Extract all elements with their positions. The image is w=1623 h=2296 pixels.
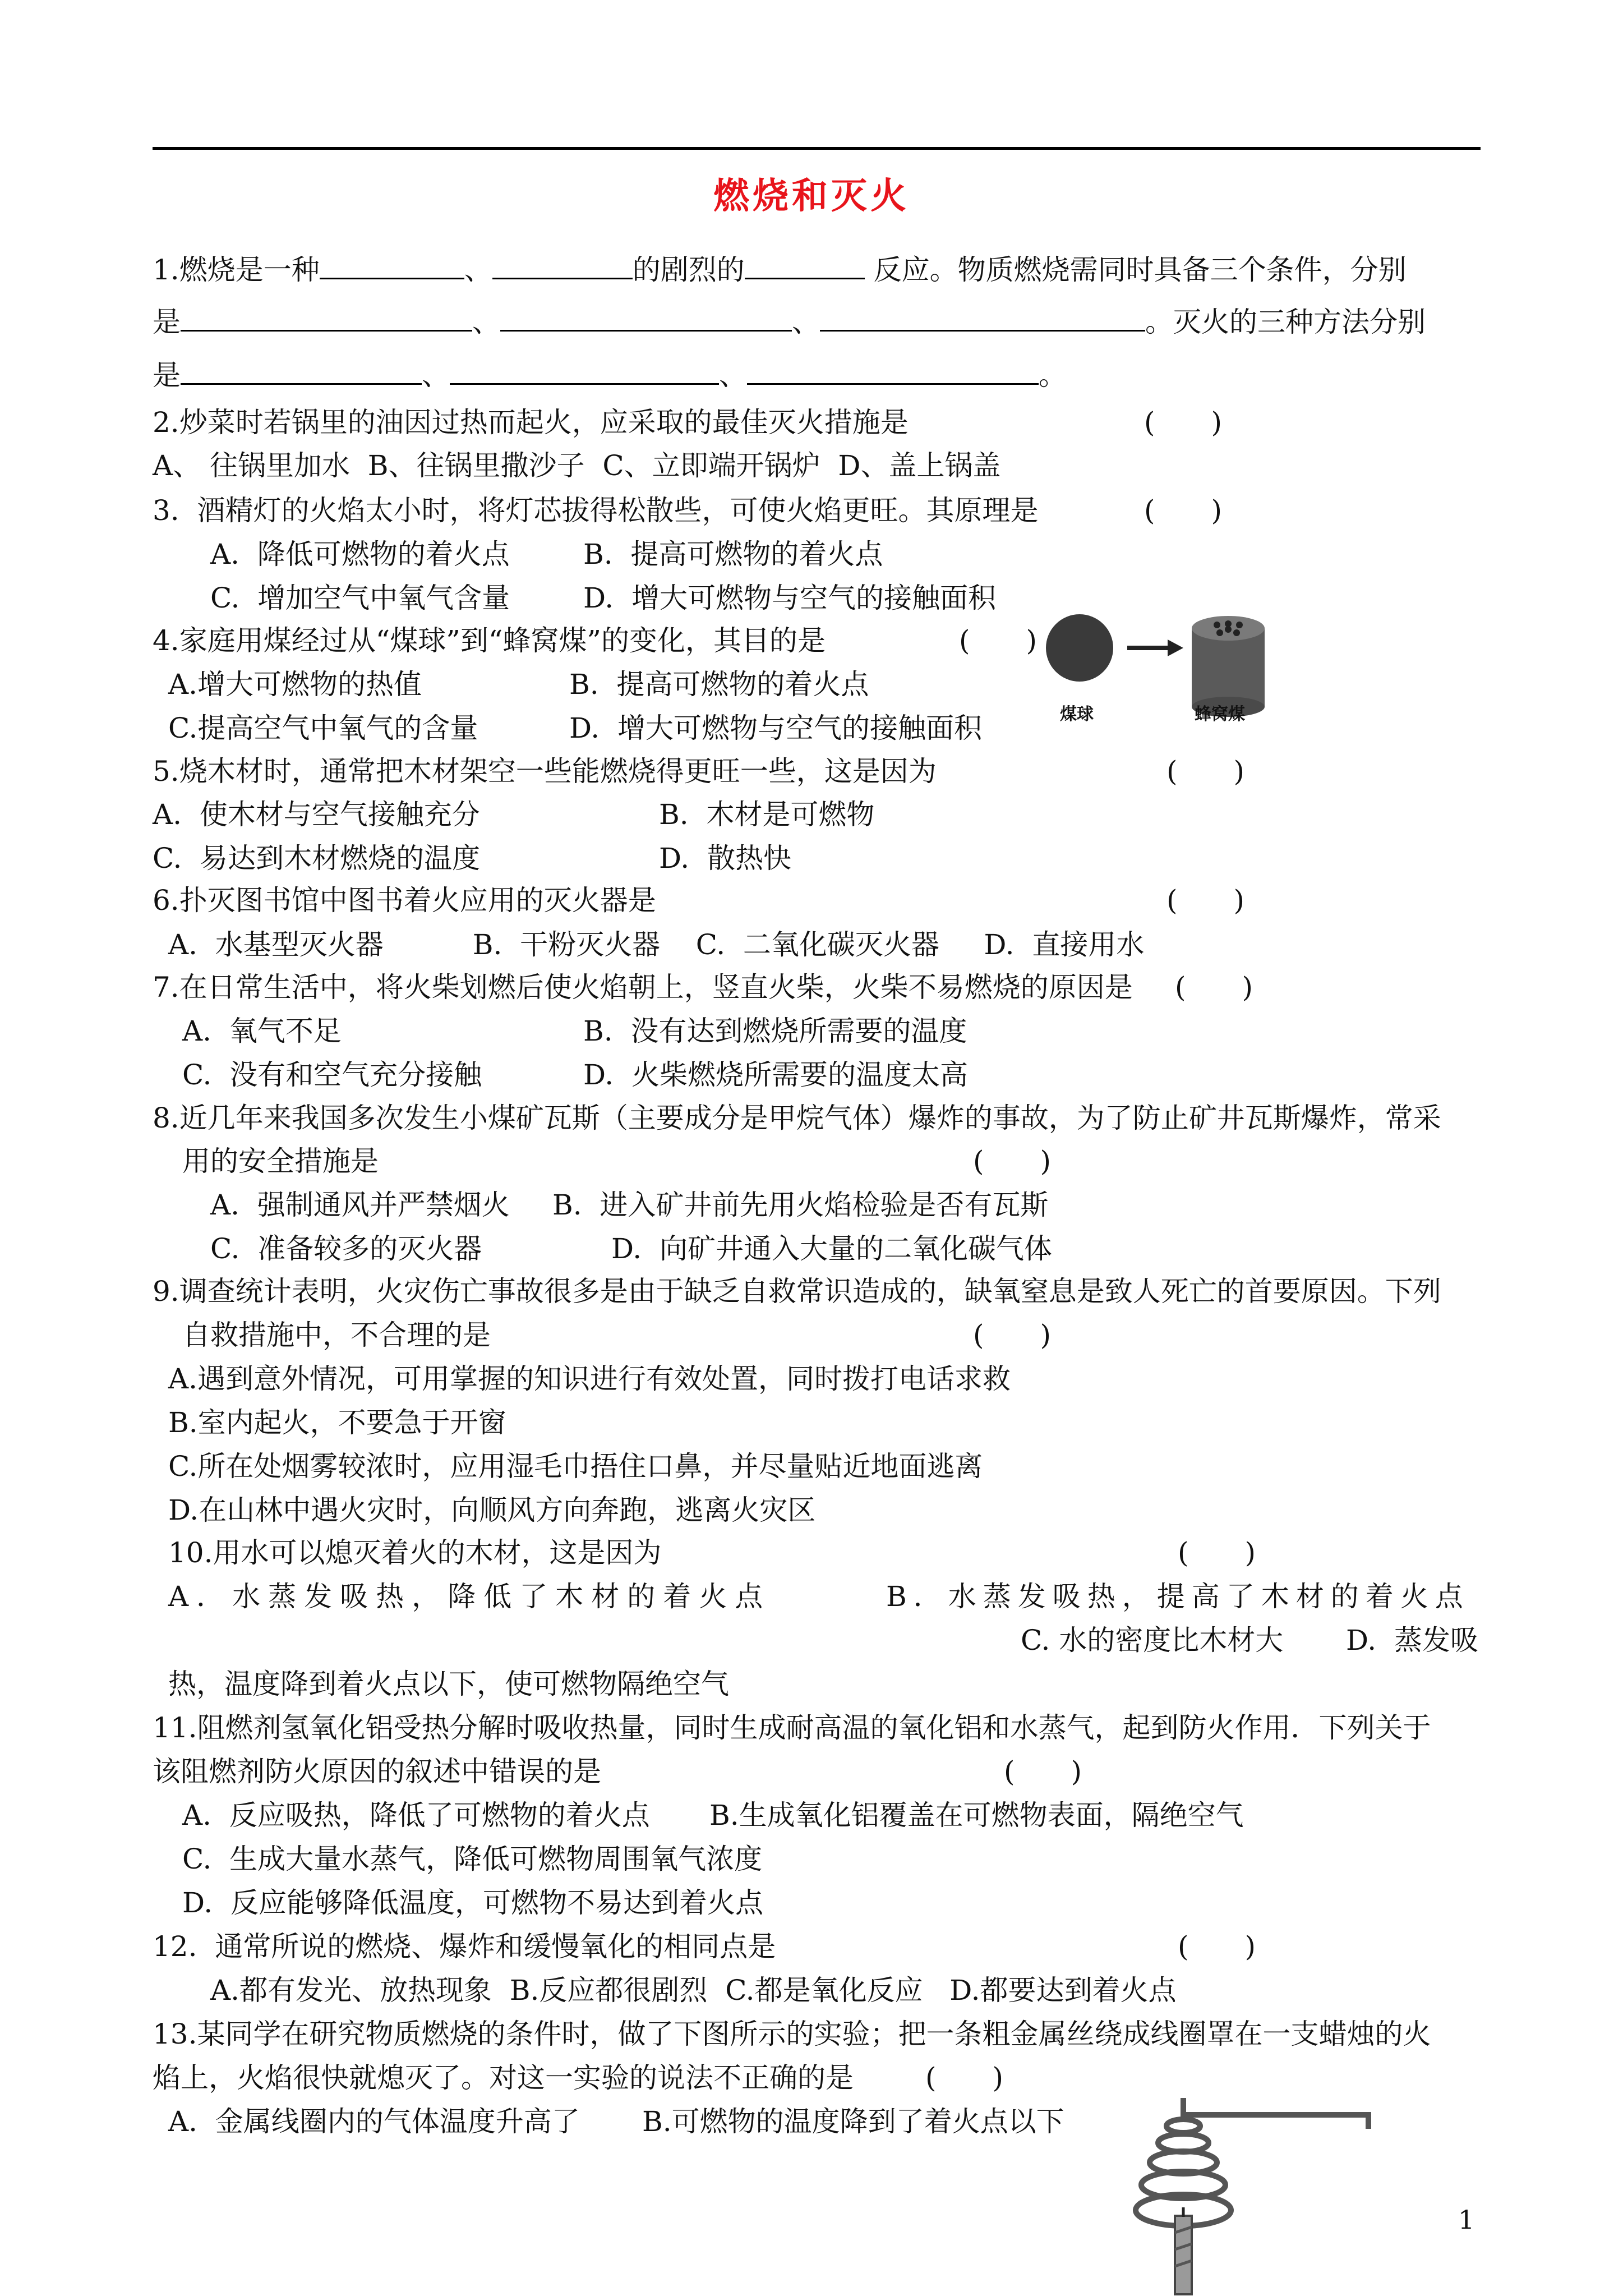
q13-stem-line1: 13.某同学在研究物质燃烧的条件时，做了下图所示的实验；把一条粗金属丝绕成线圈罩在一支蜡烛的火	[153, 2018, 1431, 2050]
q3-option-c: C. 增加空气中氧气含量	[210, 582, 510, 614]
q9-option-b: B.室内起火，不要急于开窗	[168, 1406, 506, 1439]
q8-option-c: C. 准备较多的灭火器	[210, 1232, 482, 1265]
q11-answer-paren[interactable]: ( )	[1004, 1755, 1082, 1788]
q5-stem: 5.烧木材时，通常把木材架空一些能燃烧得更旺一些，这是因为	[153, 755, 937, 788]
candle-icon	[1175, 2207, 1192, 2294]
q7-option-d: D. 火柴燃烧所需要的温度太高	[583, 1059, 968, 1091]
q4-option-a: A.增大可燃物的热值	[168, 668, 422, 701]
q10-option-a: A．水蒸发吸热，降低了木材的着火点	[168, 1580, 771, 1613]
q1-blank-8[interactable]	[450, 356, 719, 385]
q7-stem: 7.在日常生活中，将火柴划燃后使火焰朝上，竖直火柴，火柴不易燃烧的原因是	[153, 971, 1133, 1004]
honeycomb-coal-caption: 蜂窝煤	[1195, 705, 1245, 724]
q8-answer-paren[interactable]: ( )	[973, 1145, 1052, 1177]
wire-coil-candle-figure	[1099, 2076, 1391, 2296]
q6-stem: 6.扑灭图书馆中图书着火应用的灭火器是	[153, 884, 656, 917]
q8-option-d: D. 向矿井通入大量的二氧化碳气体	[611, 1232, 1052, 1265]
q4-stem: 4.家庭用煤经过从“煤球”到“蜂窝煤”的变化，其目的是	[153, 624, 826, 657]
header-rule	[153, 147, 1481, 150]
q8-stem-line2: 用的安全措施是	[182, 1145, 379, 1177]
q1-blank-3[interactable]	[745, 251, 865, 279]
q9-option-d: D.在山林中遇火灾时，向顺风方向奔跑，逃离火灾区	[168, 1494, 816, 1526]
q10-option-b: B．水蒸发吸热，提高了木材的着火点	[886, 1580, 1470, 1613]
q9-answer-paren[interactable]: ( )	[973, 1319, 1052, 1351]
q11-stem-line1: 11.阻燃剂氢氧化铝受热分解时吸收热量，同时生成耐高温的氧化铝和水蒸气，起到防火作用．下列关于	[153, 1711, 1431, 1744]
q1-blank-9[interactable]	[747, 356, 1039, 385]
q11-option-c: C. 生成大量水蒸气，降低可燃物周围氧气浓度	[182, 1843, 763, 1875]
coal-ball-caption: 煤球	[1060, 705, 1094, 724]
q11-option-a: A. 反应吸热，降低了可燃物的着火点	[182, 1799, 650, 1832]
q11-option-d: D. 反应能够降低温度，可燃物不易达到着火点	[182, 1887, 763, 1919]
q1-line2: 是 、 、 。灭火的三种方法分别	[153, 303, 1426, 339]
q3-option-d: D. 增大可燃物与空气的接触面积	[583, 582, 996, 614]
q6-answer-paren[interactable]: ( )	[1166, 884, 1245, 917]
q8-stem-line1: 8.近几年来我国多次发生小煤矿瓦斯（主要成分是甲烷气体）爆炸的事故，为了防止矿井瓦斯爆炸，常采	[153, 1102, 1441, 1134]
q4-option-d: D. 增大可燃物与空气的接触面积	[569, 712, 982, 744]
q12-options: A.都有发光、放热现象 B.反应都很剧烈 C.都是氧化反应 D.都要达到着火点	[210, 1974, 1177, 2007]
q6-options: A. 水基型灭火器 B. 干粉灭火器 C. 二氧化碳灭火器 D. 直接用水	[168, 928, 1145, 961]
q10-stem: 10.用水可以熄灭着火的木材，这是因为	[168, 1536, 662, 1569]
q9-stem-line2: 自救措施中，不合理的是	[182, 1319, 491, 1351]
q3-option-b: B. 提高可燃物的着火点	[583, 538, 883, 570]
q1-line3: 是 、 、 。	[153, 356, 1067, 392]
q1-blank-5[interactable]	[500, 303, 792, 332]
q12-stem: 12. 通常所说的燃烧、爆炸和缓慢氧化的相同点是	[153, 1930, 776, 1963]
q4-option-b: B. 提高可燃物的着火点	[569, 668, 869, 701]
q3-option-a: A. 降低可燃物的着火点	[210, 538, 510, 570]
q7-option-b: B. 没有达到燃烧所需要的温度	[583, 1015, 967, 1047]
q7-answer-paren[interactable]: ( )	[1175, 971, 1253, 1004]
q2-options: A、 往锅里加水 B、往锅里撒沙子 C、立即端开锅炉 D、盖上锅盖	[153, 449, 1001, 482]
page-number: 1	[1458, 2205, 1475, 2235]
q10-option-d: D. 蒸发吸	[1346, 1624, 1478, 1657]
q1-blank-1[interactable]	[320, 251, 464, 279]
q3-answer-paren[interactable]: ( )	[1144, 494, 1223, 527]
q8-option-b: B. 进入矿井前先用火焰检验是否有瓦斯	[552, 1189, 1049, 1221]
q5-answer-paren[interactable]: ( )	[1166, 755, 1245, 788]
q1-blank-7[interactable]	[181, 356, 422, 385]
q1-blank-6[interactable]	[820, 303, 1145, 332]
q4-option-c: C.提高空气中氧气的含量	[168, 712, 478, 744]
q10-answer-paren[interactable]: ( )	[1178, 1536, 1256, 1569]
q13-option-a: A. 金属线圈内的气体温度升高了	[168, 2105, 580, 2138]
q13-answer-paren[interactable]: ( )	[925, 2062, 1004, 2094]
q12-answer-paren[interactable]: ( )	[1178, 1930, 1256, 1963]
q3-stem: 3. 酒精灯的火焰太小时，将灯芯拔得松散些，可使火焰更旺。其原理是	[153, 494, 1039, 527]
q5-option-a: A. 使木材与空气接触充分	[153, 798, 480, 831]
q5-option-c: C. 易达到木材燃烧的温度	[153, 842, 481, 875]
q10-option-d-continued: 热，温度降到着火点以下，使可燃物隔绝空气	[168, 1668, 729, 1700]
q11-option-b: B.生成氧化铝覆盖在可燃物表面，隔绝空气	[709, 1799, 1244, 1832]
q5-option-d: D. 散热快	[659, 842, 791, 875]
q2-answer-paren[interactable]: ( )	[1144, 406, 1223, 439]
q4-answer-paren[interactable]: ( )	[959, 624, 1038, 657]
q7-option-c: C. 没有和空气充分接触	[182, 1059, 482, 1091]
q1-blank-2[interactable]	[492, 251, 633, 279]
wire-coil-icon	[1136, 2098, 1368, 2226]
q1-blank-4[interactable]	[181, 303, 472, 332]
coal-ball-icon	[1046, 614, 1113, 682]
page-title: 燃烧和灭火	[713, 175, 910, 217]
q9-option-a: A.遇到意外情况，可用掌握的知识进行有效处置，同时拨打电话求救	[168, 1363, 1011, 1395]
q5-option-b: B. 木材是可燃物	[659, 798, 875, 831]
q13-stem-line2: 焰上，火焰很快就熄灭了。对这一实验的说法不正确的是	[153, 2062, 854, 2094]
q9-stem-line1: 9.调查统计表明，火灾伤亡事故很多是由于缺乏自救常识造成的，缺氧窒息是致人死亡的首要原因。下列	[153, 1275, 1441, 1308]
q1-line1: 1.燃烧是一种 、 的剧烈的 反应。物质燃烧需同时具备三个条件，分别	[153, 251, 1407, 287]
q13-option-b: B.可燃物的温度降到了着火点以下	[642, 2105, 1064, 2138]
q9-option-c: C.所在处烟雾较浓时，应用湿毛巾捂住口鼻，并尽量贴近地面逃离	[168, 1450, 983, 1483]
q8-option-a: A. 强制通风并严禁烟火	[210, 1189, 510, 1221]
q7-option-a: A. 氧气不足	[182, 1015, 342, 1047]
q10-option-c: C. 水的密度比木材大	[1021, 1624, 1284, 1657]
q2-stem: 2.炒菜时若锅里的油因过热而起火，应采取的最佳灭火措施是	[153, 406, 909, 439]
q11-stem-line2: 该阻燃剂防火原因的叙述中错误的是	[153, 1755, 601, 1788]
